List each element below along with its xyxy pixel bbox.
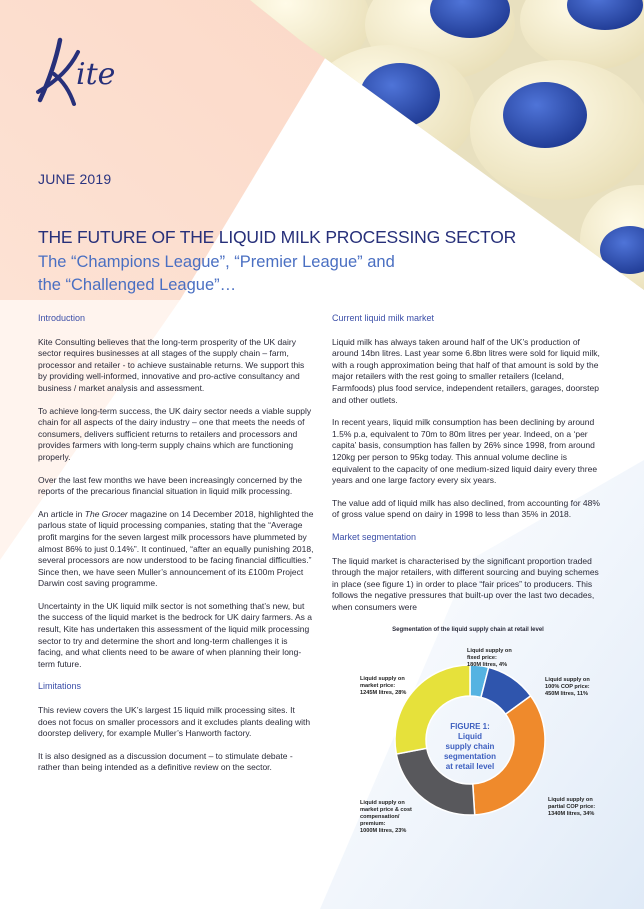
paragraph: To achieve long-term success, the UK dairy sector needs a viable supply chain for all aspects of the dairy industry – one that meets the needs of consumers, delivers sufficient returns to retailers and processors and provides farmers with long-term supply chains which are functioning properly. [38,405,312,462]
slice-label-line: Liquid supply on [467,648,512,654]
slice-label-line: 1245M litres, 28% [360,690,407,696]
center-label-line: supply chain [445,742,495,751]
slice-label-line: 100% COP price: [545,684,590,690]
chart-center-label [437,722,503,772]
paragraph: The liquid market is characterised by the significant proportion traded through the major retailers, with different sourcing and buying schemes in place (see figure 1) in order to place “fair prices” to producers. This follows the negative pressures that built-up over the last two decades, when consumers were [332,555,599,612]
paragraph: In recent years, liquid milk consumption has been declining by around 1.5% p.a, equivalent to 70m to 80m litres per year. Indeed, on a ‘per capita’ basis, consumption has fallen by 26% since 1998, from around 120kg per person to 95kg today. This annual volume decline is equivalent to the capacity of one medium-sized liquid dairy every three years and one large factory every six years. [332,417,598,486]
slice-label [360,800,412,835]
paragraph: Kite Consulting believes that the long-term prosperity of the UK dairy sector requires businesses at all stages of the supply chain – farm, processor and retailer - to achieve sustainable returns. We support this by providing well-informed, innovative and pro-active consultancy and business / market analysis and assessment. [38,336,305,393]
chart-title: Segmentation of the liquid supply chain at retail level [392,627,544,633]
paragraph: This review covers the UK’s largest 15 liquid milk processing sites. It does not focus on smaller processors and it excludes plants dealing with doorstep delivery, for example Muller’s Hanworth factory. [38,705,311,739]
center-label-line: FIGURE 1: [450,722,490,731]
slice-label-line: 180M litres, 4% [467,662,508,668]
segmentation-heading: Market segmentation [332,531,417,542]
paragraph: Uncertainty in the UK liquid milk sector is not something that’s new, but the success of the liquid market is the bedrock for UK dairy farmers. As a result, Kite has undertaken this assessment of the liquid milk processing sector to try and determine the short and long-term challenges it is facing, and what clients need to be aware of when planning their long-term future. [38,600,313,669]
paragraph: The value add of liquid milk has also declined, from accounting for 48% of gross value spend on dairy in 1998 to less than 35% in 2018. [332,497,600,520]
page-subtitle [38,251,458,297]
paragraph [38,509,314,590]
text-run: An article in [38,508,85,519]
slice-label [548,797,595,818]
slice-label [360,676,406,697]
slice-label-line: Liquid supply on [548,797,593,803]
kite-logo [30,34,140,114]
slice-label [467,648,512,669]
subtitle-line-2: the “Challenged League”… [38,276,237,294]
center-label-line: at retail level [445,762,495,771]
slice-label-line: Liquid supply on [360,676,405,682]
center-label-line: segmentation [443,752,496,761]
svg-text:ite: ite [76,57,116,92]
slice-label [545,677,590,698]
left-column [38,313,314,785]
slice-label-line: 1000M litres, 23% [360,828,407,834]
kite-logo-mark [30,34,140,114]
limitations-heading: Limitations [38,681,82,692]
slice-label-line: Liquid supply on [360,800,405,806]
paragraph: Liquid milk has always taken around half of the UK’s production of around 14bn litres. Last year some 6.8bn litres were sold for liquid milk, with a rough approximation being that half of that amount is sold by the major retailers with the rest going to smaller retailers (Iceland, Farmfoods) plus food service, independent retailers, garages, doorstep and other outlets. [332,336,600,405]
introduction-heading: Introduction [38,313,86,323]
publication-date: JUNE 2019 [38,171,112,187]
slice-label-line: market price: [360,683,396,689]
slice-label-line: premium: [360,821,386,827]
slice-label-line: compensation/ [360,814,400,820]
slice-label-line: partial COP price: [548,804,596,810]
subtitle-line-1: The “Champions League”, “Premier League” and [38,253,395,271]
slice-label-line: 450M litres, 11% [545,691,588,697]
paragraph: Over the last few months we have been increasingly concerned by the reports of the precarious financial situation in liquid milk processing. [38,474,303,497]
publication-name: The Grocer [84,508,128,519]
text-run: magazine on 14 December 2018, highlighted the parlous state of liquid processing companies, stating that the “Average profit margins for the seven largest milk processors have plummeted by almost 86% to just 0.14%”. It continued, “after an equally punishing 2018, several processors are now understood to be facing financial difficulties.” Since then, we have seen Muller’s announcement of its £100m Project Darwin cost saving programme. [38,508,314,589]
market-heading: Current liquid milk market [332,313,435,323]
slice-label-line: 1340M litres, 34% [548,811,595,817]
slice-label-line: fixed price: [467,655,497,661]
right-column [332,313,604,624]
slice-label-line: Liquid supply on [545,677,590,683]
page-title: THE FUTURE OF THE LIQUID MILK PROCESSING SECTOR [38,227,517,247]
slice-label-line: market price & cost [360,807,412,813]
paragraph: It is also designed as a discussion document – to stimulate debate - rather than being intended as a definitive review on the sector. [38,750,293,773]
center-label-line: Liquid [458,732,482,741]
